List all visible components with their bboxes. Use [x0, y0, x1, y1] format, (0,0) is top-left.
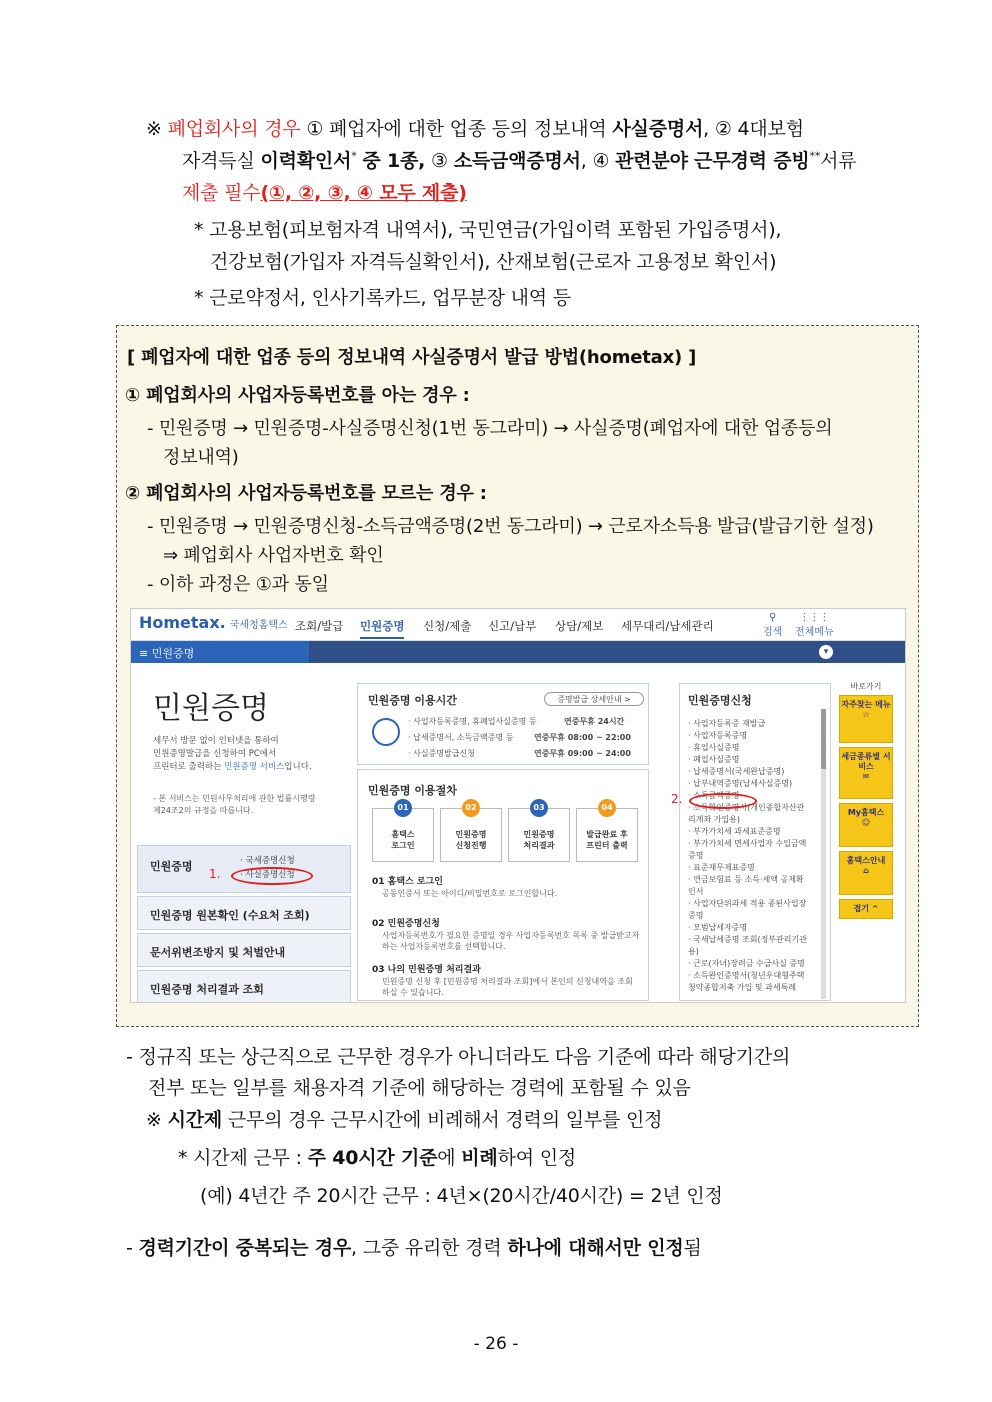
- section-apply: 02 민원증명신청: [372, 919, 440, 929]
- list-scrollbar-thumb[interactable]: [821, 709, 826, 769]
- list-item[interactable]: · 표준재무제표증명: [688, 863, 755, 872]
- list-item[interactable]: · 사업자등록증 재발급: [688, 719, 766, 728]
- rule-bold: 경력기간이 중복되는 경우: [138, 1237, 352, 1259]
- rule-bold: 주 40시간 기준: [307, 1147, 438, 1169]
- step-label: 발급완료 후: [586, 830, 628, 839]
- step-label: 신청진행: [455, 841, 487, 850]
- rule-text: 에: [437, 1147, 456, 1169]
- step-label: 로그인: [391, 841, 415, 850]
- step-number: 02: [462, 799, 480, 817]
- intro-bold: 관련분야 근무경력 증빙: [615, 150, 810, 172]
- nav-report-pay[interactable]: 신고/납부: [488, 619, 537, 633]
- required-label: 제출 필수: [182, 182, 261, 204]
- list-item[interactable]: · 사업자등록증명: [688, 731, 748, 740]
- list-item-income-cert[interactable]: · 소득금액증명: [688, 791, 740, 800]
- step-number: 01: [394, 799, 412, 817]
- list-item[interactable]: · 소득완인증명서(청년우대형주택청약종합저축 가입 및 과세특례: [688, 971, 805, 992]
- quick-label: 홈택스안내: [846, 856, 886, 865]
- home-icon: ⌂: [863, 866, 869, 875]
- overlap-rule: [126, 1234, 702, 1262]
- hours-row-name: · 납세증명서, 소득금액증명 등: [408, 733, 514, 742]
- intro-text: , ④: [580, 150, 610, 172]
- footnote-1: * 고용보험(피보험자격 내역서), 국민연금(가입이력 포함된 가입증명서),: [194, 219, 782, 241]
- rule-text: , 그중 유리한 경력: [351, 1237, 502, 1259]
- parttime-rule: [178, 1144, 576, 1172]
- note-mark: ※: [146, 118, 162, 140]
- hours-row-name: · 사업자등록증명, 휴폐업사실증명 등: [408, 717, 537, 726]
- search-label: 검색: [763, 627, 783, 638]
- rule-text: 됨: [683, 1237, 702, 1259]
- list-item[interactable]: · 연금보험료 등 소득·세액 공제확인서: [688, 875, 804, 896]
- page-number: - 26 -: [473, 1334, 519, 1354]
- hours-title: 민원증명 이용시간: [368, 694, 457, 707]
- footnote-mark: **: [809, 149, 821, 163]
- marker-1: 1.: [209, 867, 221, 881]
- procedure-title: 민원증명 이용절차: [368, 784, 457, 797]
- nav-apply[interactable]: 신청/제출: [423, 619, 472, 633]
- hours-row-time: 연중무휴 09:00 ~ 24:00: [534, 749, 631, 758]
- note-line: 제24조2의 규정을 따릅니다.: [153, 806, 254, 815]
- after-para-1b: 전부 또는 일부를 채용자격 기준에 해당하는 경력에 포함될 수 있음: [148, 1077, 691, 1099]
- quick-tax-services[interactable]: [839, 747, 893, 799]
- step-result: [508, 803, 570, 862]
- step-label: 민원증명: [523, 830, 555, 839]
- desc-text: 프린터로 출력하는: [153, 762, 225, 772]
- all-menu-label: 전체메뉴: [795, 627, 834, 638]
- step-login: [372, 803, 434, 862]
- cert-detail-button[interactable]: 증명발급 상세안내 >: [544, 692, 644, 706]
- step-apply: [440, 803, 502, 862]
- list-item[interactable]: · 모범납세자증명: [688, 923, 748, 932]
- list-item[interactable]: · 폐업사실증명: [688, 755, 740, 764]
- left-menu-result-lookup[interactable]: 민원증명 처리결과 조회: [137, 970, 351, 1003]
- hometax-screenshot: [130, 608, 906, 1003]
- hours-panel: [357, 683, 649, 765]
- rule-text: 하여 인정: [497, 1147, 577, 1169]
- intro-line-1: [146, 115, 804, 143]
- intro-text: 서류: [820, 150, 857, 172]
- step-label: 홈택스: [391, 830, 415, 839]
- desc-link: 민원증명 서비스: [224, 762, 285, 772]
- all-menu-button[interactable]: [795, 612, 834, 638]
- list-item[interactable]: · 납세증명서(국세완납증명): [688, 767, 785, 776]
- case-1-step-cont: 정보내역): [163, 447, 239, 468]
- mail-icon: ✉: [862, 772, 870, 781]
- list-item[interactable]: · 부가가치세 과세표준증명: [688, 827, 781, 836]
- star-icon: ☆: [862, 710, 870, 719]
- intro-line-2: [182, 147, 856, 175]
- desc-line: 세무서 방문 없이 인터넷을 통하여: [153, 736, 279, 746]
- nav-tax-agent[interactable]: 세무대리/납세관리: [621, 619, 714, 633]
- note-line: - 본 서비스는 민원사무처리에 관한 법률시행령: [153, 794, 316, 803]
- step-label: 처리결과: [523, 841, 555, 850]
- hometax-logo[interactable]: [139, 613, 288, 632]
- step-number: 03: [530, 799, 548, 817]
- note-text: 근무의 경우 근무시간에 비례해서 경력의 일부를 인정: [227, 1109, 663, 1131]
- nav-civil-cert[interactable]: 민원증명: [360, 618, 404, 639]
- intro-text: ③: [431, 150, 448, 172]
- case-2-same: - 이하 과정은 ①과 동일: [147, 574, 329, 595]
- left-menu-forgery-guide[interactable]: 문서위변조방지 및 처벌안내: [137, 933, 351, 967]
- page-description: [153, 735, 353, 774]
- logo-sub: 국세청홈택스: [229, 620, 288, 631]
- section-result: 03 나의 민원증명 처리결과: [372, 965, 481, 975]
- clock-icon: [372, 718, 400, 746]
- rule-bold: 하나에 대해서만 인정: [507, 1237, 684, 1259]
- highlight-circle-1: [231, 867, 313, 885]
- hometax-topbar: [131, 609, 906, 641]
- case-2-heading: ② 폐업회사의 사업자등록번호를 모르는 경우 :: [125, 483, 487, 504]
- parttime-bold: 시간제: [167, 1109, 223, 1131]
- logo-text: Hometax.: [139, 613, 226, 632]
- intro-bold: 소득금액증명서: [453, 150, 581, 172]
- rule-text: * 시간제 근무 :: [178, 1147, 302, 1169]
- intro-text: , ② 4대보험: [703, 118, 804, 140]
- intro-bold: 중 1종,: [362, 150, 426, 172]
- page-title: 민원증명: [153, 691, 269, 726]
- sub-national-tax-cert[interactable]: · 국세증명신청: [240, 856, 295, 866]
- intro-text: 자격득실: [182, 150, 255, 172]
- step-print: [576, 803, 638, 862]
- intro-text: ① 폐업자에 대한 업종 등의 정보내역: [306, 118, 607, 140]
- nav-lookup[interactable]: 조회/발급: [295, 619, 344, 633]
- menu-tab-civil[interactable]: ≡ 민원증명: [131, 641, 309, 663]
- grid-icon: ⋮⋮⋮: [799, 612, 830, 623]
- quick-links: [837, 681, 895, 999]
- closed-company-label: 폐업회사의 경우: [167, 118, 301, 140]
- left-menu-original-check[interactable]: 민원증명 원본확인 (수요처 조회): [137, 896, 351, 930]
- search-button[interactable]: [763, 612, 782, 638]
- after-para-1: - 정규직 또는 상근직으로 근무한 경우가 아니더라도 다음 기준에 따라 해당기간의: [126, 1046, 791, 1068]
- menu-bar: [131, 641, 906, 663]
- case-2-step-cont: ⇒ 폐업회사 사업자번호 확인: [163, 545, 384, 566]
- note-mark: ※: [146, 1109, 162, 1131]
- hours-row-time: 연중무휴 08:00 ~ 22:00: [534, 733, 631, 742]
- list-item[interactable]: · 국세납세증명 조회(정부관리기관용): [688, 935, 807, 956]
- quick-favorites[interactable]: [839, 695, 893, 743]
- rule-dash: -: [126, 1237, 133, 1259]
- section-login-desc: 공동인증서 또는 아이디/비밀번호로 로그인합니다.: [382, 889, 558, 898]
- procedure-panel: [357, 769, 649, 1001]
- list-item[interactable]: · 부가가치세 면세사업자 수입금액증명: [688, 839, 807, 860]
- hours-row-time: 연중무휴 24시간: [564, 717, 625, 726]
- desc-text: 입니다.: [284, 762, 312, 772]
- intro-bold: 이력확인서: [260, 150, 352, 172]
- footnote-2: * 근로약정서, 인사기록카드, 업무분장 내역 등: [194, 287, 571, 309]
- desc-line: [153, 761, 353, 774]
- civil-apply-title: 민원증명신청: [688, 694, 752, 707]
- chevron-down-icon[interactable]: ▾: [819, 645, 833, 659]
- quick-my-hometax[interactable]: [839, 803, 893, 847]
- highlight-circle-2: [689, 793, 757, 809]
- case-1-heading: ① 폐업회사의 사업자등록번호를 아는 경우 :: [125, 385, 470, 406]
- step-label: 프린터 출력: [586, 841, 628, 850]
- hours-row-name: · 사실증명발급신청: [408, 749, 475, 758]
- quick-title: 바로가기: [850, 682, 882, 691]
- search-icon: ⚲: [769, 612, 777, 623]
- quick-hometax-guide[interactable]: [839, 851, 893, 895]
- intro-line-3: [182, 179, 467, 207]
- section-result-desc: 민원증명 신청 후 [민원증명 처리결과 조회]에서 본인의 신청내역을 조회 하실 수 있습니다.: [382, 977, 633, 997]
- list-item[interactable]: · 소득확인증명서(개인종합자산관리계좌 가입용): [688, 803, 805, 824]
- after-note: [146, 1106, 662, 1134]
- section-login: 01 홈택스 로그인: [372, 877, 443, 887]
- step-label: 민원증명: [455, 830, 487, 839]
- civil-apply-list-panel: [679, 683, 831, 1001]
- required-all: (①, ②, ③, ④ 모두 제출): [260, 182, 467, 204]
- marker-2: 2.: [671, 792, 683, 806]
- quick-collapse[interactable]: 접기 ^: [839, 899, 893, 919]
- parttime-example: (예) 4년간 주 20시간 근무 : 4년×(20시간/40시간) = 2년 인정: [200, 1185, 723, 1207]
- sub-fact-cert[interactable]: · 사실증명신청: [240, 870, 295, 880]
- quick-label: My홈택스: [847, 808, 885, 817]
- list-item[interactable]: · 휴업사실증명: [688, 743, 740, 752]
- user-icon: ☺: [861, 818, 871, 827]
- step-number: 04: [598, 799, 616, 817]
- quick-label: 자주찾는 메뉴: [841, 700, 891, 709]
- case-2-step: - 민원증명 → 민원증명신청-소득금액증명(2번 동그라미) → 근로자소득용 발급(발급기한 설정): [147, 516, 874, 537]
- quick-label: 세금종류별 서비스: [841, 752, 891, 771]
- left-menu-label: 민원증명: [150, 860, 193, 873]
- intro-bold: 사실증명서: [612, 118, 704, 140]
- section-apply-desc: 사업자등록번호가 필요한 증명일 경우 사업자등록번호 목록 중 발급받고자 하는 사업자등록번호를 선택합니다.: [382, 931, 640, 951]
- list-item[interactable]: · 사업자단위과세 적용 종된사업장증명: [688, 899, 807, 920]
- desc-line: 민원증명발급을 신청하여 PC에서: [153, 749, 277, 759]
- page-note: [153, 793, 353, 817]
- footnote-1b: 건강보험(가입자 자격득실확인서), 산재보험(근로자 고용정보 확인서): [210, 251, 777, 273]
- list-item[interactable]: · 납부내역증명(납세사실증명): [688, 779, 793, 788]
- list-item[interactable]: · 근로(자녀)장려금 수급사실 증명: [688, 959, 805, 968]
- nav-consult[interactable]: 상담/제보: [555, 619, 604, 633]
- rule-bold: 비례: [461, 1147, 498, 1169]
- civil-apply-list: [688, 718, 808, 994]
- footnote-mark: *: [351, 149, 357, 163]
- case-1-step: - 민원증명 → 민원증명-사실증명신청(1번 동그라미) → 사실증명(폐업자에 대한 업종등의: [147, 418, 833, 439]
- box-title: [ 폐업자에 대한 업종 등의 정보내역 사실증명서 발급 방법(hometax) ]: [127, 347, 697, 368]
